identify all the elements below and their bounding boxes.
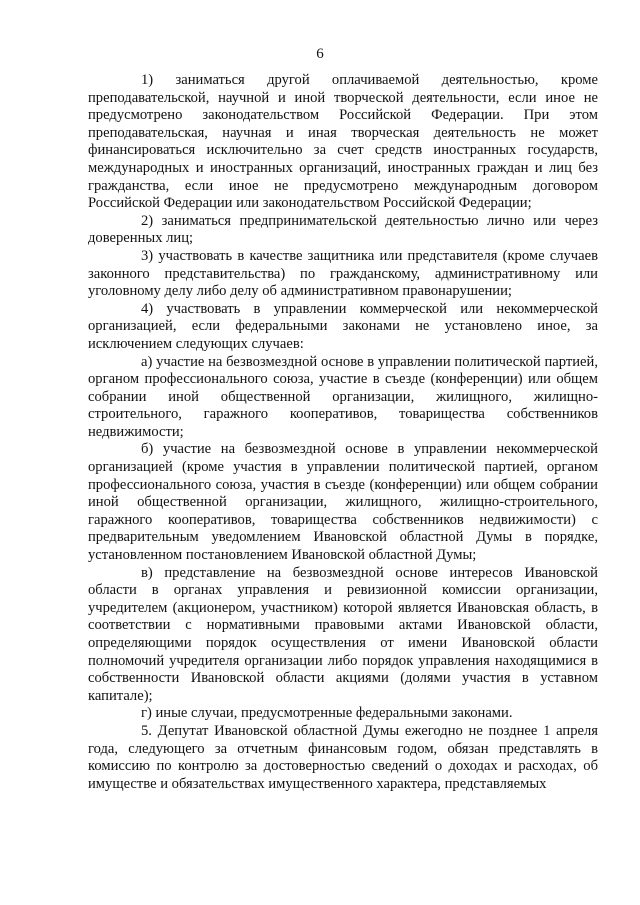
paragraph-item-2: 2) заниматься предпринимательской деятельностью лично или через доверенных лиц; xyxy=(88,212,598,247)
paragraph-subitem-v: в) представление на безвозмездной основе интересов Ивановской области в органах управления и ревизионной комиссии организации, учредителем (акционером, участником) которой является Ивановская область, в соответствии с нормативными правовыми актами Ивановской области, определяющими порядок осуществления от имени Ивановской области полномочий учредителя организации либо порядок управления находящимися в собственности Ивановской области акциями (долями участия в уставном капитале); xyxy=(88,564,598,704)
paragraph-item-4: 4) участвовать в управлении коммерческой или некоммерческой организацией, если федеральными законами не установлено иное, за исключением следующих случаев: xyxy=(88,300,598,352)
document-body xyxy=(88,72,598,793)
paragraph-subitem-a: а) участие на безвозмездной основе в управлении политической партией, органом профессионального союза, участие в съезде (конференции) или общем собрании иной общественной организации, жилищного, жилищно-строительного, гаражного кооперативов, товарищества собственников недвижимости; xyxy=(88,353,598,440)
paragraph-item-1: 1) заниматься другой оплачиваемой деятельностью, кроме преподавательской, научной и иной творческой деятельности, если иное не предусмотрено законодательством Российской Федерации. При этом преподавательская, научная и иная творческая деятельность не может финансироваться исключительно за счет средств иностранных государств, международных и иностранных организаций, иностранных граждан и лиц без гражданства, если иное не предусмотрено международным договором Российской Федерации или законодательством Российской Федерации; xyxy=(88,72,598,212)
paragraph-item-3: 3) участвовать в качестве защитника или представителя (кроме случаев законного представительства) по гражданскому, административному или уголовному делу либо делу об административном правонарушении; xyxy=(88,247,598,300)
page-number: 6 xyxy=(316,46,324,62)
paragraph-subitem-b: б) участие на безвозмездной основе в управлении некоммерческой организацией (кроме участия в управлении политической партией, органом профессионального союза, участия в съезде (конференции) или общем собрании иной общественной организации, жилищного, жилищно-строительного, гаражного кооперативов, товарищества собственников недвижимости) с предварительным уведомлением Ивановской областной Думы в порядке, установленном постановлением Ивановской областной Думы; xyxy=(88,441,598,564)
paragraph-subitem-g: г) иные случаи, предусмотренные федеральными законами. xyxy=(141,705,513,722)
paragraph-section-5: 5. Депутат Ивановской областной Думы ежегодно не позднее 1 апреля года, следующего за отчетным финансовым годом, обязан представлять в комиссию по контролю за достоверностью сведений о доходах и расходах, об имуществе и обязательствах имущественного характера, представляемых xyxy=(88,722,598,792)
